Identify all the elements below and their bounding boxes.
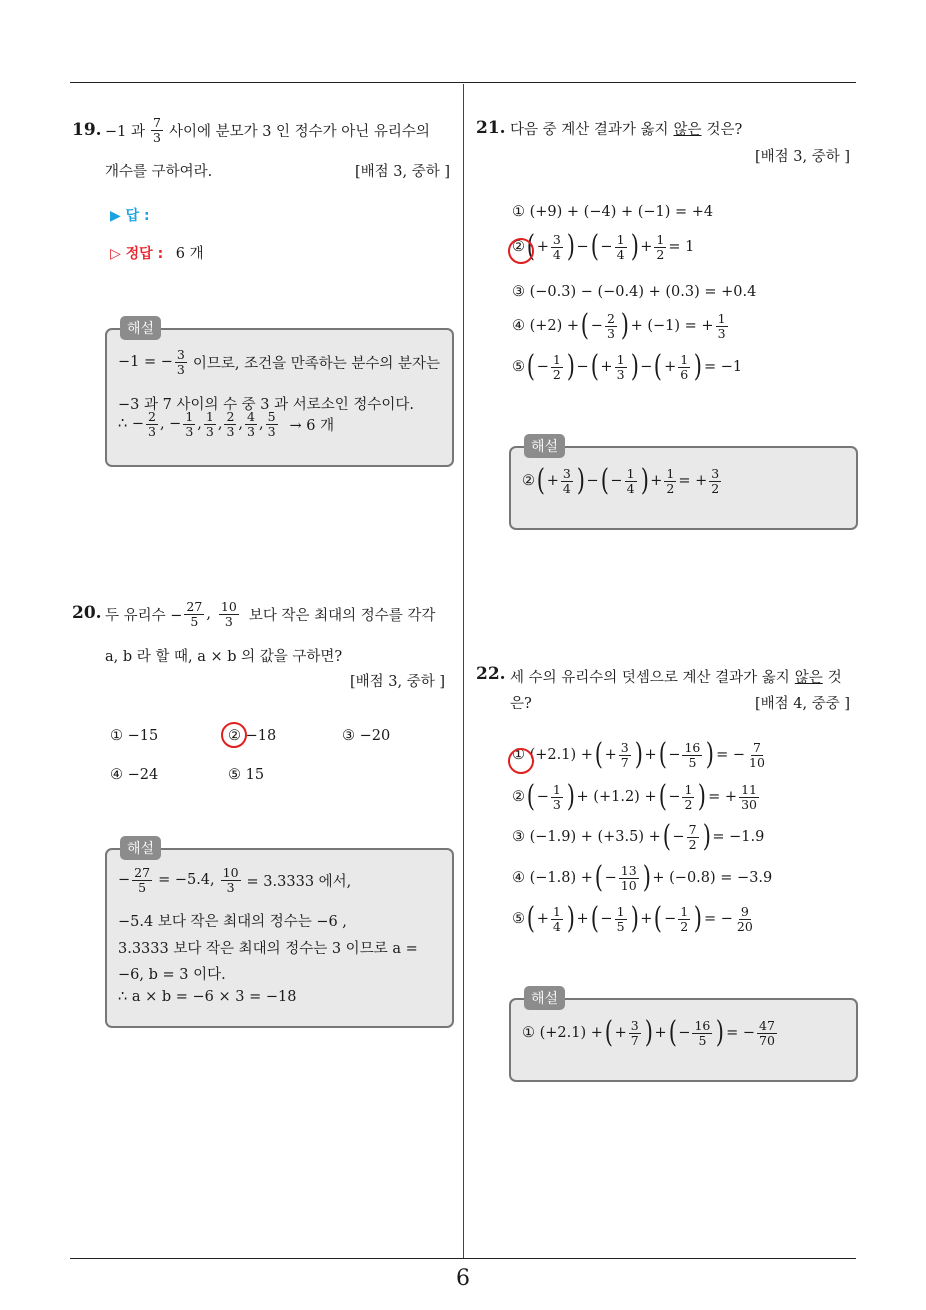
top-rule bbox=[70, 82, 856, 83]
selected-mark-circle bbox=[221, 722, 247, 748]
choice-2[interactable]: ② ( − $\frac{1}{3}$ ) + (+1.2) + ( − $\frac{1}{2}$ ) = + $\frac{11}{30}$ bbox=[512, 779, 757, 814]
choice-3[interactable]: ③ (−1.9) + (+3.5) + ( − $\frac{7}{2}$ ) = −1.9 bbox=[512, 819, 765, 854]
choice-3[interactable]: ③ (−0.3) − (−0.4) + (0.3) = +0.4 bbox=[512, 284, 757, 300]
choice-3[interactable]: ③ −20 bbox=[342, 728, 391, 744]
explanation-line2: −5.4 보다 작은 최대의 정수는 −6 , bbox=[118, 914, 347, 930]
selected-mark-circle bbox=[508, 748, 534, 774]
choice-2[interactable]: ② ( + $\frac{3}{4}$ ) − ( − $\frac{1}{4}$ ) + $\frac{1}{2}$ = 1 bbox=[512, 229, 695, 264]
question-text-line2: 은? bbox=[510, 696, 532, 712]
explanation-line3: ∴ − $\frac{2}{3}$ , − $\frac{1}{3}$ , $\frac{1}{3}$ , $\frac{2}{3}$ , $\frac{4}{3}$ , $\frac{5}{3}$ → 6 개 bbox=[118, 409, 335, 439]
question-text-line2: a, b 라 할 때, a × b 의 값을 구하면? bbox=[105, 649, 343, 665]
explanation-line3: 3.3333 보다 작은 최대의 정수는 3 이므로 a = bbox=[118, 941, 418, 957]
points-label: [배점 4, 중중 ] bbox=[755, 696, 851, 712]
points-label: [배점 3, 중하 ] bbox=[350, 674, 446, 690]
explanation-line4: −6, b = 3 이다. bbox=[118, 967, 226, 983]
explanation-line2: −3 과 7 사이의 수 중 3 과 서로소인 정수이다. bbox=[118, 397, 415, 413]
question-text-line1: 세 수의 유리수의 덧셈으로 계산 결과가 옳지 않은 것 bbox=[510, 670, 842, 686]
points-label: [배점 3, 중하 ] bbox=[755, 149, 851, 165]
question-number: 19. bbox=[72, 120, 102, 140]
choice-5[interactable]: ⑤ ( − $\frac{1}{2}$ ) − ( + $\frac{1}{3}$ ) − ( + $\frac{1}{6}$ ) = −1 bbox=[512, 349, 743, 384]
choice-4[interactable]: ④ −24 bbox=[110, 767, 159, 783]
explanation-tag: 해설 bbox=[120, 836, 161, 860]
choice-1[interactable]: ① −15 bbox=[110, 728, 159, 744]
question-text-line1: 다음 중 계산 결과가 옳지 않은 것은? bbox=[510, 122, 743, 138]
explanation-tag: 해설 bbox=[524, 434, 565, 458]
explanation-tag: 해설 bbox=[524, 986, 565, 1010]
question-number: 22. bbox=[476, 664, 506, 684]
bottom-rule bbox=[70, 1258, 856, 1259]
choice-4[interactable]: ④ (−1.8) + ( − $\frac{13}{10}$ ) + (−0.8) = −3.9 bbox=[512, 860, 773, 895]
explanation-line1: − $\frac{27}{5}$ = −5.4, $\frac{10}{3}$ = 3.3333 에서, bbox=[118, 865, 352, 895]
explanation-line1: ② ( + $\frac{3}{4}$ ) − ( − $\frac{1}{4}$ ) + $\frac{1}{2}$ = + $\frac{3}{2}$ bbox=[522, 463, 720, 498]
question-text-line1: −1 과 $\frac{7}{3}$ 사이에 분모가 3 인 정수가 아닌 유리수의 bbox=[105, 115, 430, 145]
choice-1[interactable]: ① (+2.1) + ( + $\frac{3}{7}$ ) + ( − $\frac{16}{5}$ ) = − $\frac{7}{10}$ bbox=[512, 737, 765, 772]
question-number: 20. bbox=[72, 603, 102, 623]
correct-answer: ▷ 정답 : 6 개 bbox=[110, 246, 204, 262]
choice-4[interactable]: ④ (+2) + ( − $\frac{2}{3}$ ) + (−1) = + $\frac{1}{3}$ bbox=[512, 308, 726, 343]
explanation-tag: 해설 bbox=[120, 316, 161, 340]
choice-5[interactable]: ⑤ ( + $\frac{1}{4}$ ) + ( − $\frac{1}{5}$ ) + ( − $\frac{1}{2}$ ) = − $\frac{9}{20}$ bbox=[512, 901, 753, 936]
question-text-line1: 두 유리수 − $\frac{27}{5}$ , $\frac{10}{3}$ 보다 작은 최대의 정수를 각각 bbox=[105, 599, 436, 629]
explanation-line5: ∴ a × b = −6 × 3 = −18 bbox=[118, 989, 297, 1005]
page-number: 6 bbox=[456, 1266, 470, 1291]
column-divider bbox=[463, 84, 464, 1258]
points-label: [배점 3, 중하 ] bbox=[355, 164, 451, 180]
question-text-line2: 개수를 구하여라. bbox=[105, 164, 213, 180]
fraction: $\frac{7}{3}$ bbox=[153, 115, 161, 145]
choice-2[interactable]: ② −18 bbox=[228, 728, 277, 744]
choice-1[interactable]: ① (+9) + (−4) + (−1) = +4 bbox=[512, 204, 714, 220]
explanation-line1: ① (+2.1) + ( + $\frac{3}{7}$ ) + ( − $\frac{16}{5}$ ) = − $\frac{47}{70}$ bbox=[522, 1015, 775, 1050]
explanation-line1: −1 = − $\frac{3}{3}$ 이므로, 조건을 만족하는 분수의 분자는 bbox=[118, 347, 441, 377]
answer-label: ▶ 답 : bbox=[110, 208, 150, 224]
choice-5[interactable]: ⑤ 15 bbox=[228, 767, 265, 783]
question-number: 21. bbox=[476, 118, 506, 138]
selected-mark-circle bbox=[508, 238, 534, 264]
